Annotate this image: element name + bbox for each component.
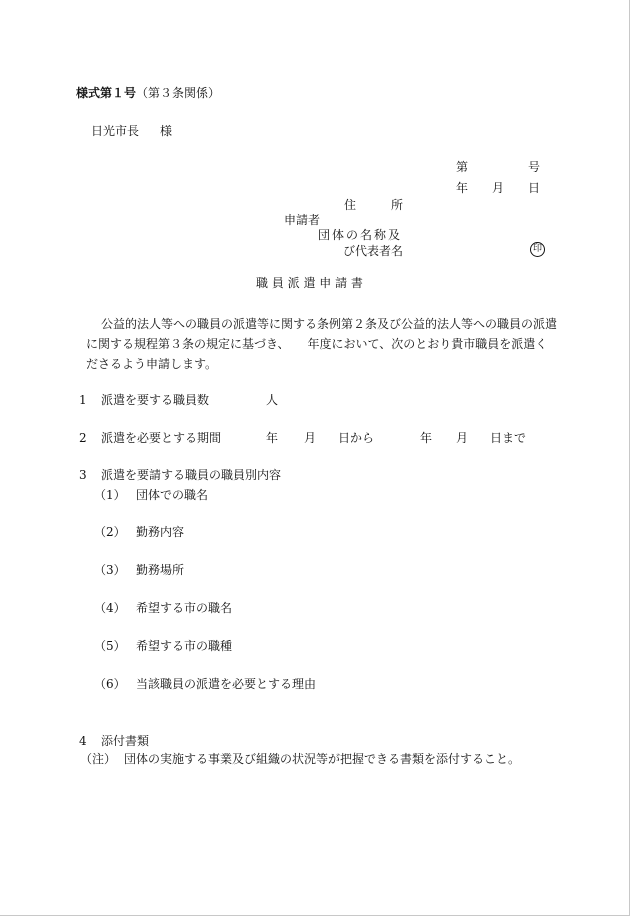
applicant-label: 申請者 bbox=[284, 213, 321, 227]
applicant-address-2: 所 bbox=[391, 198, 404, 212]
addressee-honorific: 様 bbox=[160, 124, 173, 138]
note-label: （注） bbox=[80, 752, 117, 766]
sub-item-4-num: （4） bbox=[94, 601, 126, 615]
sub-item-6-num: （6） bbox=[94, 677, 126, 691]
item-4-num: 4 bbox=[79, 734, 87, 748]
applicant-org-line1: 団体の名称及 bbox=[318, 228, 403, 242]
body-line-2: に関する規程第３条の規定に基づき、 年度において、次のとおり貴市職員を派遣く bbox=[86, 337, 548, 351]
document-title: 職 員 派 遣 申 請 書 bbox=[256, 276, 363, 290]
form-number-note: （第３条関係） bbox=[136, 86, 221, 100]
item-3-label: 派遣を要請する職員の職員別内容 bbox=[101, 468, 282, 482]
item-1-unit: 人 bbox=[266, 393, 279, 407]
doc-number-dai: 第 bbox=[456, 160, 469, 174]
doc-number-go: 号 bbox=[528, 160, 541, 174]
applicant-org-line2: び代表者名 bbox=[343, 244, 404, 258]
item-3-num: 3 bbox=[79, 468, 87, 482]
item-2-year-from: 年 bbox=[266, 431, 279, 445]
sub-item-3-num: （3） bbox=[94, 563, 126, 577]
item-4-label: 添付書類 bbox=[101, 734, 150, 748]
item-1-num: 1 bbox=[79, 393, 87, 407]
sub-item-2-label: 勤務内容 bbox=[136, 525, 185, 539]
addressee-name: 日光市長 bbox=[91, 124, 140, 138]
note-text: 団体の実施する事業及び組織の状況等が把握できる書類を添付すること。 bbox=[124, 752, 521, 766]
body-line-3: ださるよう申請します。 bbox=[86, 357, 218, 371]
sub-item-5-label: 希望する市の職種 bbox=[136, 639, 233, 653]
sub-item-5-num: （5） bbox=[94, 639, 126, 653]
item-2-day-until: 日まで bbox=[490, 431, 527, 445]
date-month: 月 bbox=[492, 181, 505, 195]
sub-item-1-num: （1） bbox=[94, 488, 126, 502]
item-2-month-from: 月 bbox=[304, 431, 317, 445]
item-2-day-from: 日から bbox=[338, 431, 375, 445]
sub-item-6-label: 当該職員の派遣を必要とする理由 bbox=[136, 677, 317, 691]
item-1-label: 派遣を要する職員数 bbox=[101, 393, 210, 407]
sub-item-3-label: 勤務場所 bbox=[136, 563, 185, 577]
applicant-address-1: 住 bbox=[344, 198, 357, 212]
item-2-year-until: 年 bbox=[420, 431, 433, 445]
form-number-label: 様式第１号 bbox=[76, 86, 137, 100]
date-day: 日 bbox=[528, 181, 541, 195]
sub-item-4-label: 希望する市の職名 bbox=[136, 601, 233, 615]
sub-item-1-label: 団体での職名 bbox=[136, 488, 209, 502]
date-year: 年 bbox=[456, 181, 469, 195]
seal-mark: 印 bbox=[530, 242, 545, 257]
form-number bbox=[76, 86, 220, 100]
item-2-label: 派遣を必要とする期間 bbox=[101, 431, 222, 445]
sub-item-2-num: （2） bbox=[94, 525, 126, 539]
item-2-num: 2 bbox=[79, 431, 87, 445]
body-line-1: 公益的法人等への職員の派遣等に関する条例第２条及び公益的法人等への職員の派遣 bbox=[101, 317, 558, 331]
item-2-month-until: 月 bbox=[456, 431, 469, 445]
